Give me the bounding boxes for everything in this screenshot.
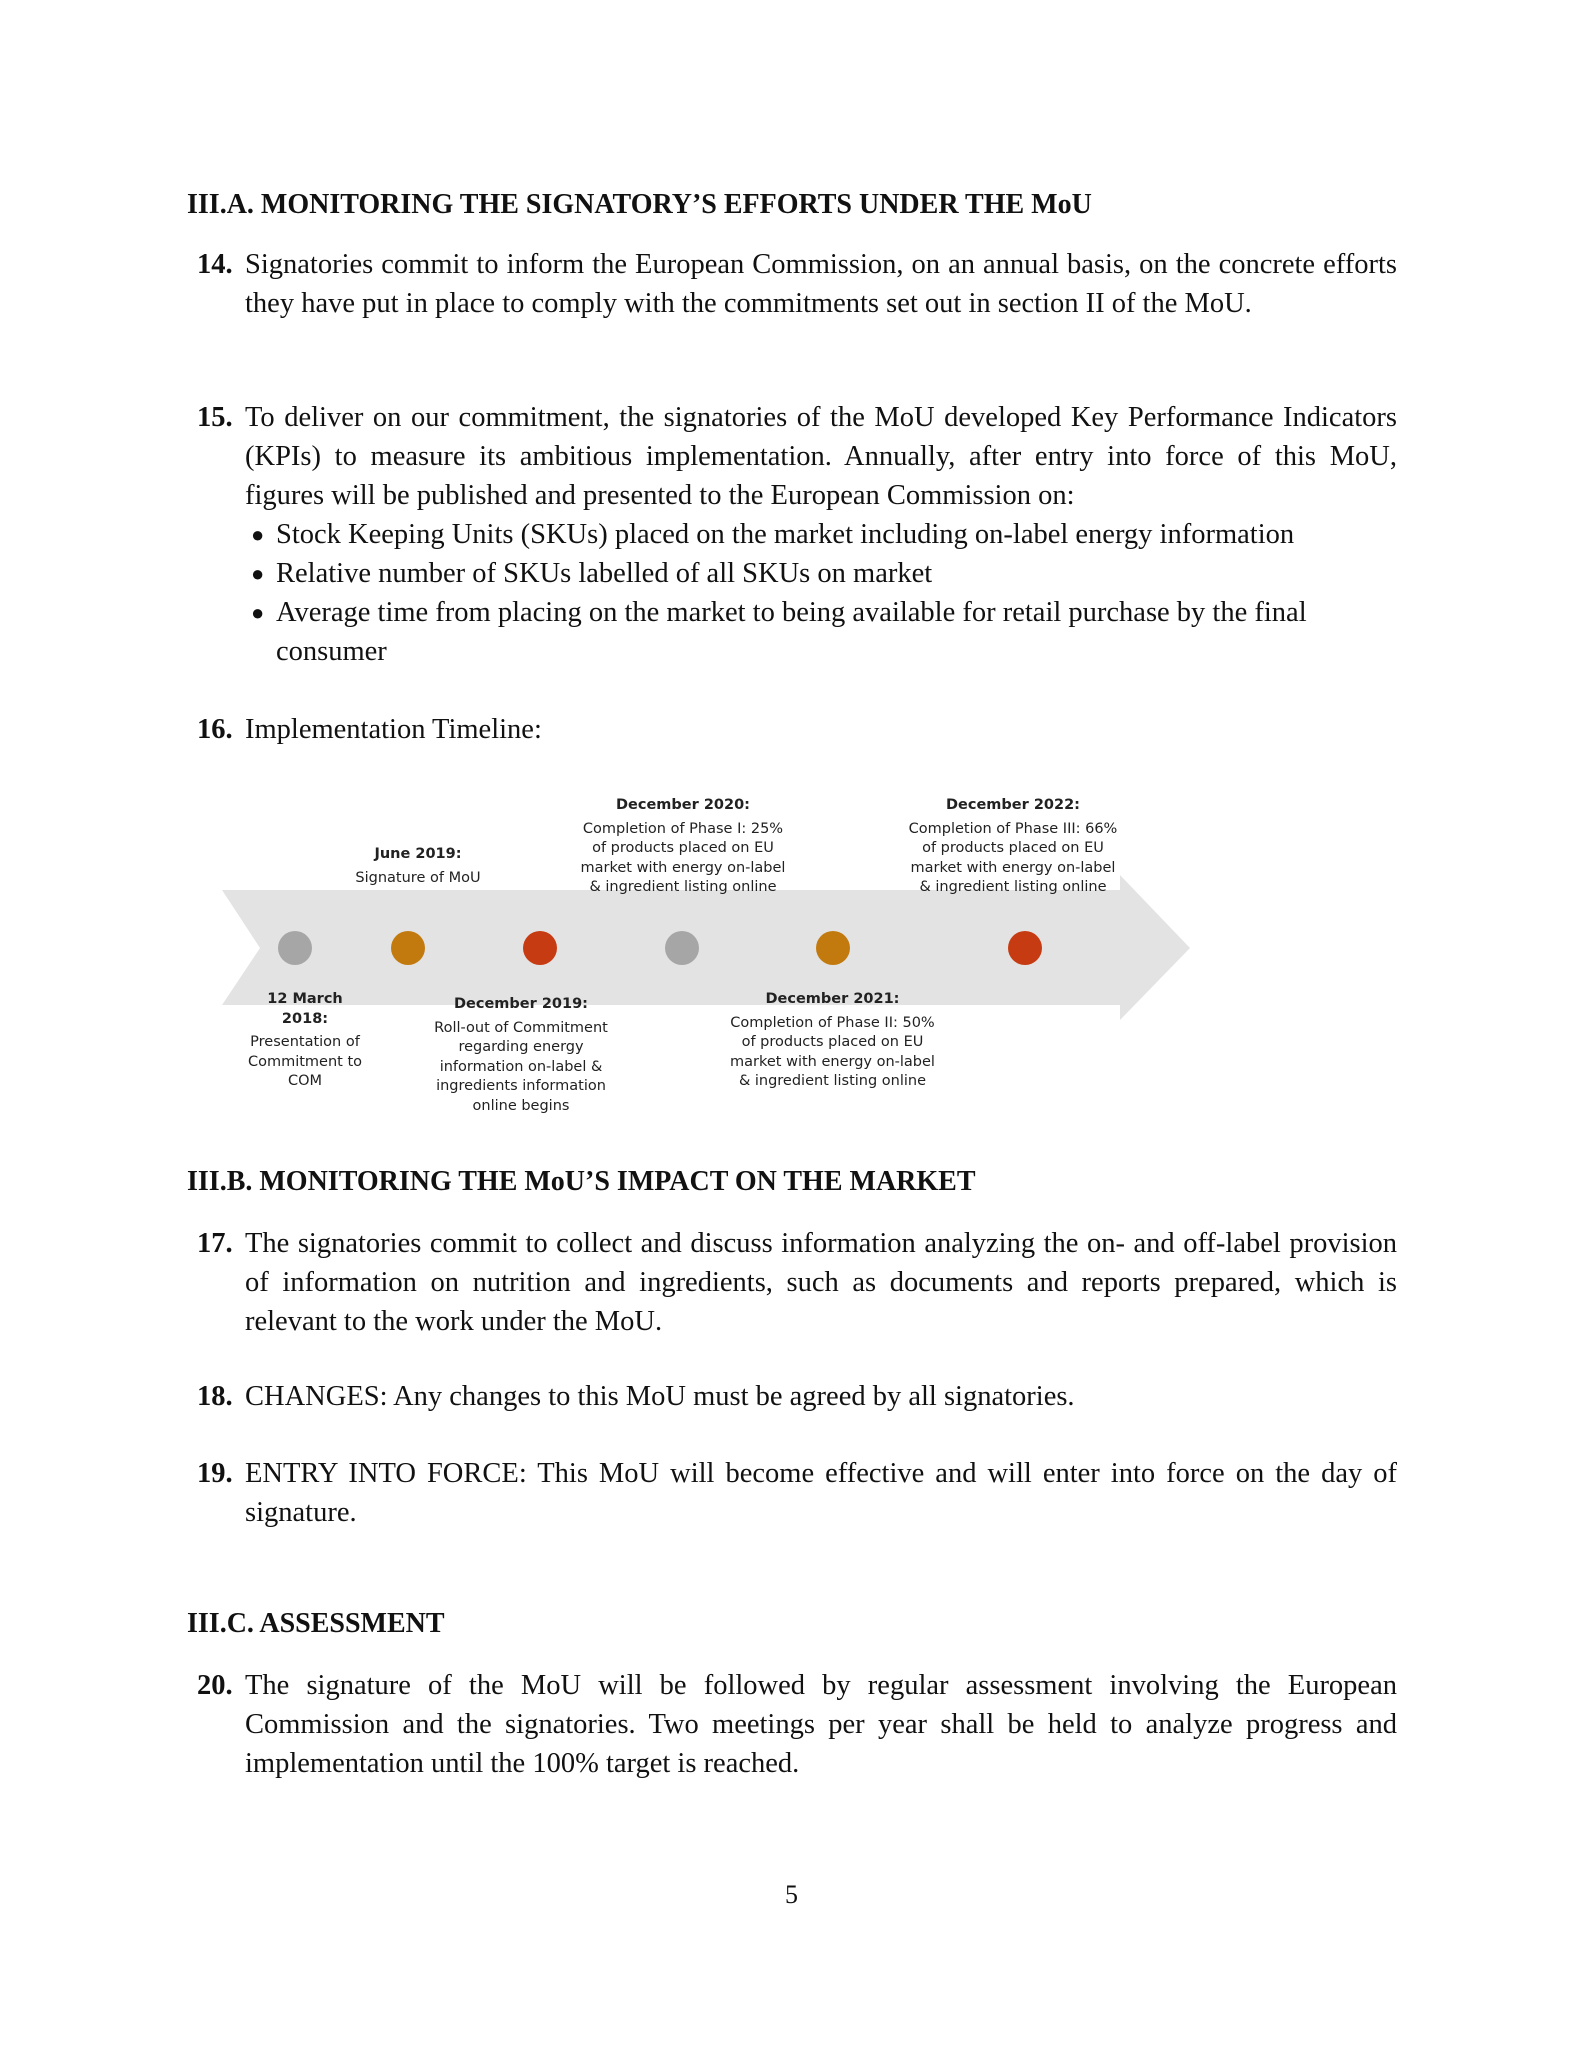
implementation-timeline xyxy=(200,790,1200,1130)
timeline-date: 12 March 2018: xyxy=(267,991,343,1027)
timeline-date: December 2019: xyxy=(454,996,588,1012)
paragraph-19 xyxy=(197,1454,1397,1532)
list-item xyxy=(245,554,1397,593)
paragraph-number: 19. xyxy=(197,1458,233,1489)
timeline-description: Roll-out of Commitment regarding energy information on-label & ingredients information online begins xyxy=(434,1019,608,1114)
timeline-date: December 2021: xyxy=(765,991,900,1007)
bullet-icon: ● xyxy=(251,561,265,586)
list-item-text: Relative number of SKUs labelled of all SKUs on market xyxy=(276,558,933,589)
timeline-description: Completion of Phase III: 66% of products placed on EU market with energy on-label & ingredient listing online xyxy=(908,820,1118,895)
section-heading-a: III.A. MONITORING THE SIGNATORY’S EFFORTS UNDER THE MoU xyxy=(187,189,1092,220)
timeline-milestone-dot xyxy=(665,931,699,965)
paragraph-text: Signatories commit to inform the European Commission, on an annual basis, on the concrete efforts they have put in place to comply with the commitments set out in section II of the MoU. xyxy=(245,249,1397,319)
timeline-label-june-2019 xyxy=(338,845,498,888)
paragraph-number: 15. xyxy=(197,402,233,433)
paragraph-15 xyxy=(197,398,1397,671)
paragraph-text: To deliver on our commitment, the signatories of the MoU developed Key Performance Indicators (KPIs) to measure its ambitious implementation. Annually, after entry into force of this MoU, figures will be published and presented to the European Commission on: xyxy=(245,402,1397,511)
timeline-description: Presentation of Commitment to COM xyxy=(247,1034,363,1089)
paragraph-number: 14. xyxy=(197,249,233,280)
paragraph-number: 20. xyxy=(197,1670,233,1701)
timeline-description: Completion of Phase I: 25% of products placed on EU market with energy on-label & ingredient listing online xyxy=(580,820,786,895)
timeline-date: December 2022: xyxy=(946,797,1080,813)
paragraph-text: Implementation Timeline: xyxy=(245,714,542,745)
bullet-icon: ● xyxy=(251,600,265,625)
timeline-label-march-2018 xyxy=(242,990,368,1092)
paragraph-18 xyxy=(197,1377,1397,1416)
timeline-description: Signature of MoU xyxy=(355,869,481,886)
timeline-milestone-dot xyxy=(816,931,850,965)
paragraph-text: ENTRY INTO FORCE: This MoU will become effective and will enter into force on the day of signature. xyxy=(245,1458,1397,1528)
section-heading-c: III.C. ASSESSMENT xyxy=(187,1608,445,1639)
list-item-text: Average time from placing on the market to being available for retail purchase by the final consumer xyxy=(276,597,1307,667)
timeline-label-december-2021 xyxy=(725,990,940,1092)
paragraph-17 xyxy=(197,1224,1397,1341)
paragraph-14 xyxy=(197,245,1397,323)
timeline-label-december-2022 xyxy=(903,796,1123,898)
section-heading-b: III.B. MONITORING THE MoU’S IMPACT ON THE MARKET xyxy=(187,1166,976,1197)
timeline-milestone-dot xyxy=(523,931,557,965)
timeline-date: December 2020: xyxy=(616,797,750,813)
paragraph-text: The signature of the MoU will be followed by regular assessment involving the European Commission and the signatories. Two meetings per year shall be held to analyze progress and implementation until the 100% target is reached. xyxy=(245,1670,1397,1779)
paragraph-20 xyxy=(197,1666,1397,1783)
paragraph-number: 17. xyxy=(197,1228,233,1259)
paragraph-number: 18. xyxy=(197,1381,233,1412)
timeline-label-december-2020 xyxy=(578,796,788,898)
list-item-text: Stock Keeping Units (SKUs) placed on the market including on-label energy information xyxy=(276,519,1295,550)
timeline-milestone-dot xyxy=(1008,931,1042,965)
paragraph-text: CHANGES: Any changes to this MoU must be agreed by all signatories. xyxy=(245,1381,1075,1412)
list-item xyxy=(245,593,1397,671)
paragraph-16 xyxy=(197,710,1397,749)
page-number: 5 xyxy=(785,1880,798,1909)
timeline-milestone-dot xyxy=(278,931,312,965)
paragraph-text: The signatories commit to collect and discuss information analyzing the on- and off-label provision of information on nutrition and ingredients, such as documents and reports prepared, which is relevant to the work under the MoU. xyxy=(245,1228,1397,1337)
timeline-label-december-2019 xyxy=(433,995,609,1116)
bullet-icon: ● xyxy=(251,522,265,547)
timeline-milestone-dot xyxy=(391,931,425,965)
list-item xyxy=(245,515,1397,554)
paragraph-number: 16. xyxy=(197,714,233,745)
kpi-list xyxy=(245,515,1397,671)
timeline-description: Completion of Phase II: 50% of products placed on EU market with energy on-label & ingredient listing online xyxy=(730,1014,935,1089)
timeline-date: June 2019: xyxy=(374,846,462,862)
